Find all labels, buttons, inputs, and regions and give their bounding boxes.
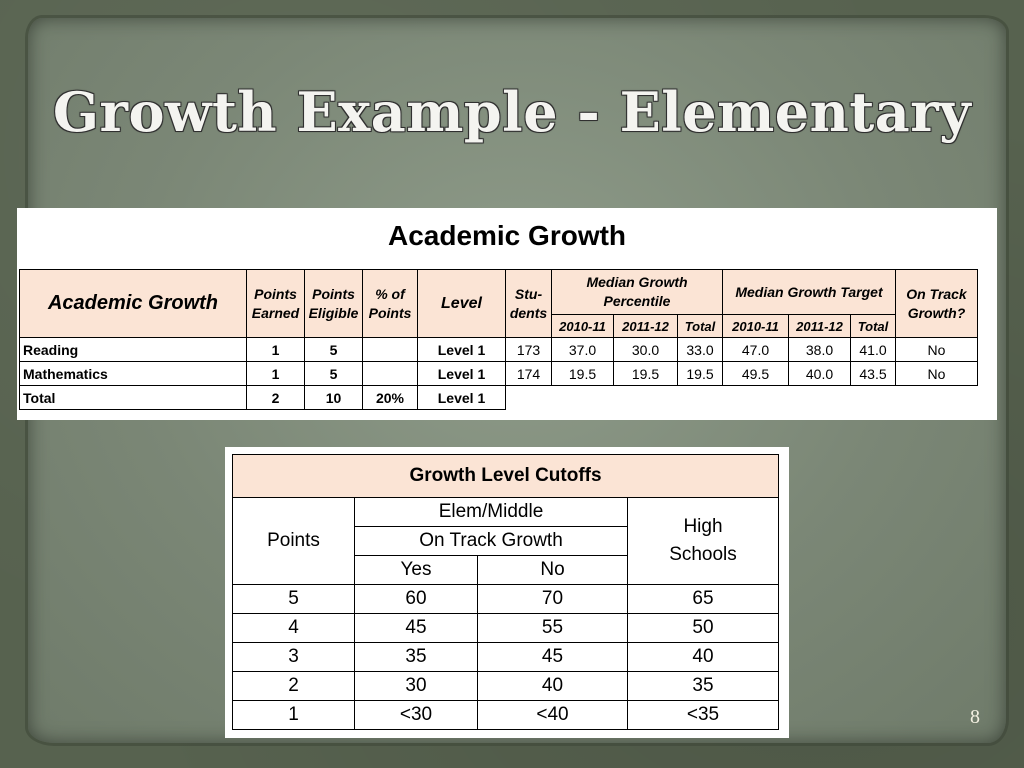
slide-title: Growth Example - Elementary [52, 80, 972, 144]
table-row [233, 701, 779, 730]
header-mgp-2010: 2010-11 [552, 315, 614, 338]
cutoff-high-school: 35 [628, 672, 779, 701]
points-eligible: 10 [305, 386, 363, 410]
mgp-2010: 37.0 [552, 338, 614, 362]
cutoff-yes: 45 [355, 614, 478, 643]
empty-cell [506, 386, 978, 410]
cutoff-points: 3 [233, 643, 355, 672]
on-track: No [896, 362, 978, 386]
header-no: No [478, 556, 628, 585]
header-points-eligible: Points Eligible [305, 270, 363, 338]
academic-growth-table [19, 269, 978, 410]
header-mgt-2011: 2011-12 [789, 315, 851, 338]
page-number: 8 [970, 706, 980, 728]
level: Level 1 [418, 386, 506, 410]
header-points: Points [233, 498, 355, 585]
on-track: No [896, 338, 978, 362]
points-earned: 2 [247, 386, 305, 410]
mgt-2011: 40.0 [789, 362, 851, 386]
growth-cutoffs-table [232, 454, 779, 730]
header-on-track-growth: On Track Growth? [896, 270, 978, 338]
students: 174 [506, 362, 552, 386]
cutoff-yes: 60 [355, 585, 478, 614]
pct-points [363, 338, 418, 362]
cutoffs-header-row-1 [233, 498, 779, 527]
header-academic-growth: Academic Growth [20, 270, 247, 338]
cutoff-high-school: <35 [628, 701, 779, 730]
table-row-total [20, 386, 978, 410]
mgt-total: 41.0 [851, 338, 896, 362]
table-row-mathematics [20, 362, 978, 386]
header-students: Stu- dents [506, 270, 552, 338]
cutoff-points: 5 [233, 585, 355, 614]
cutoffs-title-row [233, 455, 779, 498]
mgp-2011: 30.0 [614, 338, 678, 362]
header-level: Level [418, 270, 506, 338]
cutoff-yes: 35 [355, 643, 478, 672]
header-mgt-total: Total [851, 315, 896, 338]
cutoff-points: 1 [233, 701, 355, 730]
mgp-2010: 19.5 [552, 362, 614, 386]
header-high-schools: High Schools [628, 498, 779, 585]
row-label: Mathematics [20, 362, 247, 386]
students: 173 [506, 338, 552, 362]
header-elem-middle: Elem/Middle [355, 498, 628, 527]
table-row [233, 643, 779, 672]
cutoff-high-school: 65 [628, 585, 779, 614]
cutoffs-title: Growth Level Cutoffs [233, 455, 779, 498]
cutoff-no: <40 [478, 701, 628, 730]
table-row [233, 585, 779, 614]
pct-points [363, 362, 418, 386]
header-median-growth-target: Median Growth Target [723, 270, 896, 315]
level: Level 1 [418, 362, 506, 386]
points-eligible: 5 [305, 338, 363, 362]
pct-points: 20% [363, 386, 418, 410]
table-row [233, 672, 779, 701]
header-mgp-2011: 2011-12 [614, 315, 678, 338]
cutoff-no: 70 [478, 585, 628, 614]
mgp-total: 19.5 [678, 362, 723, 386]
header-points-earned: Points Earned [247, 270, 305, 338]
row-label: Total [20, 386, 247, 410]
points-earned: 1 [247, 338, 305, 362]
mgt-2010: 47.0 [723, 338, 789, 362]
header-mgt-2010: 2010-11 [723, 315, 789, 338]
mgp-2011: 19.5 [614, 362, 678, 386]
points-eligible: 5 [305, 362, 363, 386]
academic-growth-caption: Academic Growth [387, 220, 627, 251]
cutoff-no: 45 [478, 643, 628, 672]
row-label: Reading [20, 338, 247, 362]
mgp-total: 33.0 [678, 338, 723, 362]
header-row-1 [20, 270, 978, 315]
cutoff-points: 2 [233, 672, 355, 701]
mgt-total: 43.5 [851, 362, 896, 386]
cutoff-high-school: 50 [628, 614, 779, 643]
header-on-track-growth: On Track Growth [355, 527, 628, 556]
academic-growth-panel [17, 208, 997, 420]
cutoff-no: 55 [478, 614, 628, 643]
mgt-2010: 49.5 [723, 362, 789, 386]
cutoff-yes: <30 [355, 701, 478, 730]
header-yes: Yes [355, 556, 478, 585]
header-mgp-total: Total [678, 315, 723, 338]
level: Level 1 [418, 338, 506, 362]
cutoff-no: 40 [478, 672, 628, 701]
header-median-growth-percentile: Median Growth Percentile [552, 270, 723, 315]
cutoff-high-school: 40 [628, 643, 779, 672]
header-pct-points: % of Points [363, 270, 418, 338]
cutoff-points: 4 [233, 614, 355, 643]
table-row [233, 614, 779, 643]
mgt-2011: 38.0 [789, 338, 851, 362]
cutoff-yes: 30 [355, 672, 478, 701]
growth-cutoffs-panel [225, 447, 789, 738]
points-earned: 1 [247, 362, 305, 386]
table-row-reading [20, 338, 978, 362]
